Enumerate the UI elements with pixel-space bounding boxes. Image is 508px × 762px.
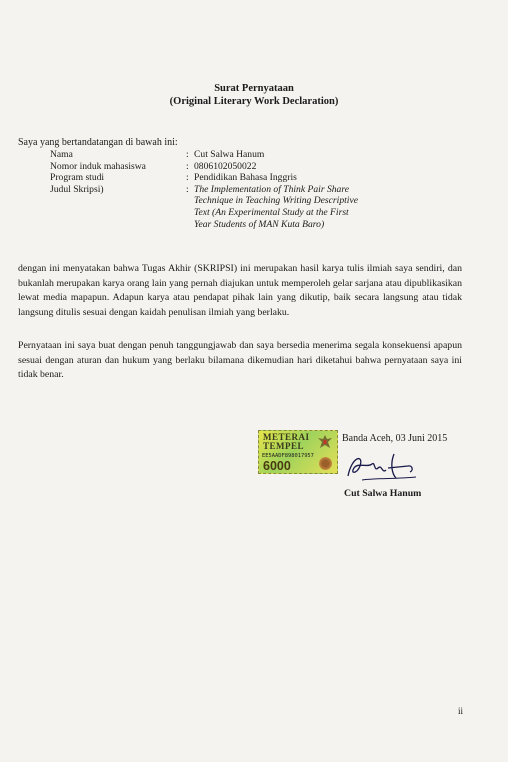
title-block xyxy=(0,82,508,108)
revenue-stamp xyxy=(258,430,338,474)
stamp-title-line: TEMPEL xyxy=(263,440,305,451)
field-row-name xyxy=(50,149,434,161)
field-separator: : xyxy=(186,183,189,195)
field-value: 0806102050022 xyxy=(194,160,257,172)
intro-line: Saya yang bertandatangan di bawah ini: xyxy=(18,137,178,148)
stamp-title xyxy=(263,433,310,450)
field-separator: : xyxy=(186,160,189,172)
document-title: Surat Pernyataan xyxy=(214,83,294,94)
thesis-title-value xyxy=(194,184,434,230)
field-row-program xyxy=(50,172,434,184)
thesis-title-line: Text (An Experimental Study at the First xyxy=(194,206,349,218)
field-label: Nama xyxy=(50,149,73,160)
field-value: Pendidikan Bahasa Inggris xyxy=(194,172,297,184)
garuda-emblem-icon xyxy=(317,434,333,450)
declaration-paragraph-1: dengan ini menyatakan bahwa Tugas Akhir (SKRIPSI) ini merupakan hasil karya tulis ilmiah saya sendiri, dan bukanlah merupakan karya orang lain yang pernah diajukan untuk memperoleh gelar sarjana atau dipublikasikan lewat media mapapun. Adapun karya atau pendapat pihak lain yang dikutip, baik secara langsung atau tidak langsung ditulis sesuai dengan kaidah penulisan ilmiah yang berlaku. xyxy=(18,263,462,318)
place-date: Banda Aceh, 03 Juni 2015 xyxy=(342,433,448,444)
field-label: Judul Skripsi) xyxy=(50,183,104,195)
field-separator: : xyxy=(186,149,189,160)
thesis-title-line: Year Students of MAN Kuta Baro) xyxy=(194,218,325,230)
thesis-title-line: The Implementation of Think Pair Share xyxy=(194,183,349,195)
field-value: Cut Salwa Hanum xyxy=(194,149,265,160)
field-row-nim xyxy=(50,161,434,173)
field-label: Nomor induk mahasiswa xyxy=(50,160,146,172)
identity-fields xyxy=(50,149,434,230)
page-number: ii xyxy=(458,706,464,716)
thesis-title-line: Technique in Teaching Writing Descriptive xyxy=(194,195,358,207)
field-label: Program studi xyxy=(50,172,105,184)
stamp-seal-icon xyxy=(319,457,332,470)
field-row-thesis-title xyxy=(50,184,434,230)
handwritten-signature-icon xyxy=(342,448,422,486)
stamp-code: EE5AADF898017957 xyxy=(262,453,314,459)
signatory-name: Cut Salwa Hanum xyxy=(344,488,422,499)
document-subtitle: (Original Literary Work Declaration) xyxy=(169,96,339,107)
stamp-title-line: METERAI xyxy=(263,432,310,442)
stamp-value: 6000 xyxy=(263,459,291,473)
declaration-paragraph-2: Pernyataan ini saya buat dengan penuh tanggungjawab dan saya bersedia menerima segala konsekuensi apapun sesuai dengan aturan dan hukum yang berlaku bilamana dikemudian hari diketahui bahwa pernyataan saya ini tidak benar. xyxy=(18,340,462,380)
field-separator: : xyxy=(186,172,189,184)
